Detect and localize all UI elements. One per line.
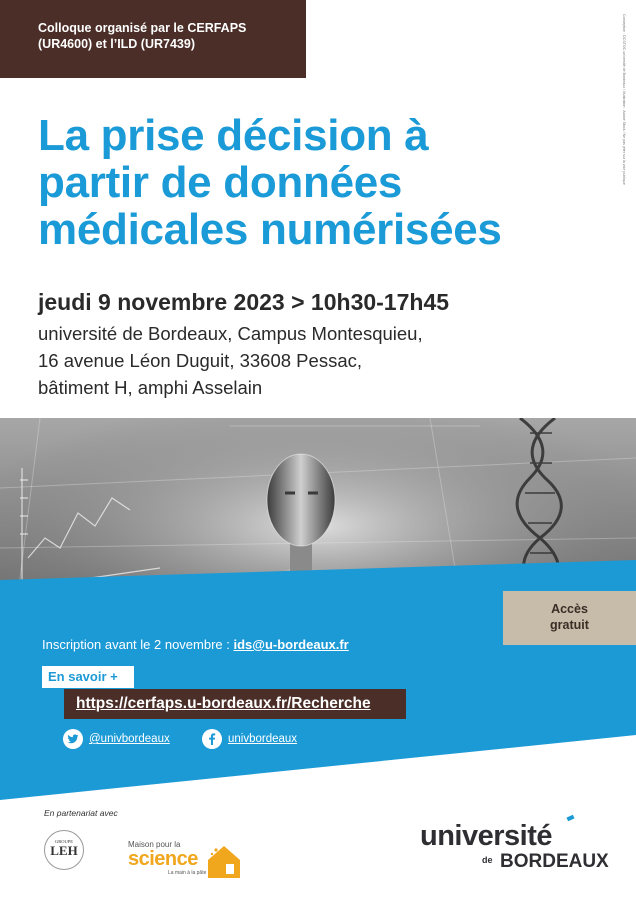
- facebook-handle: univbordeaux: [228, 733, 298, 745]
- address-line-2: 16 avenue Léon Duguit, 33608 Pessac,: [38, 350, 362, 371]
- title-line-2: partir de données: [38, 158, 403, 207]
- organizer-line-2: (UR4600) et l’ILD (UR7439): [38, 37, 195, 51]
- organizer-line-1: Colloque organisé par le CERFAPS: [38, 21, 247, 35]
- research-url-link[interactable]: https://cerfaps.u-bordeaux.fr/Recherche: [64, 689, 406, 719]
- access-line-1: Accès: [551, 602, 588, 616]
- vertical-credit-text: Conception : DCSTOC université de Bordeaux / Illustration : Adobe Stock / Ne pas jeter sur la voie publique: [622, 14, 626, 185]
- facebook-icon: [202, 729, 222, 749]
- ub-line-3: BORDEAUX: [500, 851, 609, 872]
- address-line-1: université de Bordeaux, Campus Montesquieu,: [38, 323, 423, 344]
- leh-name-text: LEH: [50, 843, 78, 858]
- event-date: jeudi 9 novembre 2023 > 10h30-17h45: [38, 289, 450, 315]
- leh-group-text: GROUPE: [54, 839, 73, 844]
- access-line-2: gratuit: [550, 618, 589, 632]
- leh-logo: [44, 830, 84, 870]
- registration-line: [42, 637, 349, 652]
- ub-line-2: de: [482, 855, 493, 865]
- address-line-3: bâtiment H, amphi Asselain: [38, 377, 263, 398]
- title-line-1: La prise décision à: [38, 111, 429, 160]
- event-address: [38, 320, 598, 401]
- title-line-3: médicales numérisées: [38, 205, 502, 254]
- mps-line-1: Maison pour la: [128, 840, 181, 849]
- ub-line-1: université: [420, 820, 552, 852]
- facebook-link[interactable]: [202, 729, 297, 749]
- mps-line-3: La main à la pâte: [168, 870, 207, 876]
- twitter-icon: [63, 729, 83, 749]
- organizer-banner: [0, 0, 306, 78]
- access-free-tag: [503, 591, 636, 645]
- accent-mark: [566, 815, 574, 822]
- house-icon: [206, 844, 242, 878]
- learn-more-label: En savoir +: [42, 666, 134, 688]
- event-title: [38, 112, 618, 253]
- maison-pour-la-science-logo: [128, 826, 243, 878]
- universite-de-bordeaux-logo: [420, 820, 620, 880]
- registration-email-link[interactable]: ids@u-bordeaux.fr: [233, 637, 349, 652]
- twitter-handle: @univbordeaux: [89, 733, 170, 745]
- partners-label: En partenariat avec: [44, 808, 118, 818]
- twitter-link[interactable]: [63, 729, 170, 749]
- registration-text: Inscription avant le 2 novembre :: [42, 637, 234, 652]
- mps-line-2: science: [128, 848, 198, 870]
